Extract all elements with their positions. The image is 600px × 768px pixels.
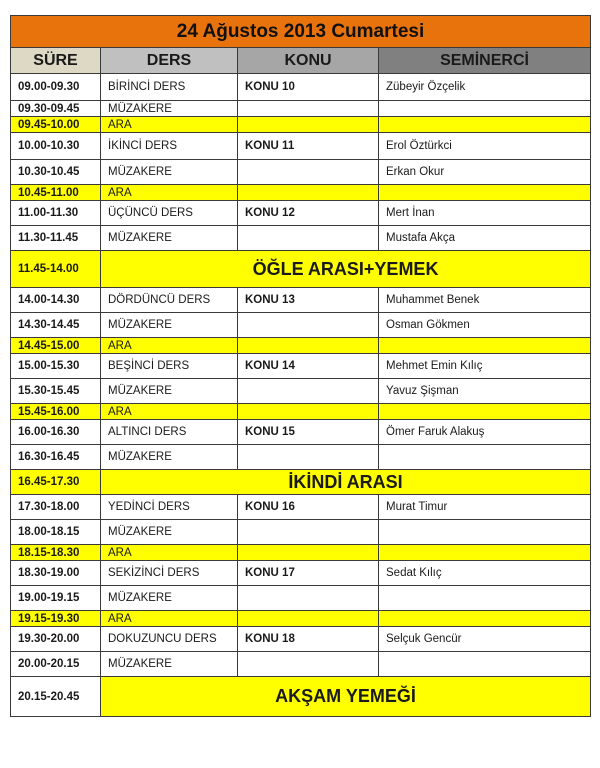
ders-cell: MÜZAKERE bbox=[101, 379, 238, 404]
seminerci-cell bbox=[379, 185, 591, 201]
ders-cell: YEDİNCİ DERS bbox=[101, 495, 238, 520]
seminerci-cell: Osman Gökmen bbox=[379, 313, 591, 338]
konu-cell bbox=[238, 379, 379, 404]
seminerci-cell: Mustafa Akça bbox=[379, 226, 591, 251]
seminerci-cell: Mert İnan bbox=[379, 201, 591, 226]
konu-cell bbox=[238, 545, 379, 561]
break-banner: İKİNDİ ARASI bbox=[101, 470, 591, 495]
konu-cell bbox=[238, 338, 379, 354]
seminerci-cell bbox=[379, 445, 591, 470]
seminerci-cell: Muhammet Benek bbox=[379, 288, 591, 313]
ders-cell: MÜZAKERE bbox=[101, 445, 238, 470]
ders-cell: ÜÇÜNCÜ DERS bbox=[101, 201, 238, 226]
ders-cell: ARA bbox=[101, 338, 238, 354]
seminerci-cell: Selçuk Gencür bbox=[379, 627, 591, 652]
seminerci-cell: Murat Timur bbox=[379, 495, 591, 520]
time-cell: 09.45-10.00 bbox=[11, 117, 101, 133]
seminerci-cell bbox=[379, 545, 591, 561]
konu-cell: KONU 14 bbox=[238, 354, 379, 379]
time-cell: 19.30-20.00 bbox=[11, 627, 101, 652]
break-row bbox=[11, 338, 591, 354]
time-cell: 17.30-18.00 bbox=[11, 495, 101, 520]
konu-cell: KONU 11 bbox=[238, 133, 379, 160]
ders-cell: İKİNCİ DERS bbox=[101, 133, 238, 160]
time-cell: 09.00-09.30 bbox=[11, 74, 101, 101]
time-cell: 15.30-15.45 bbox=[11, 379, 101, 404]
time-cell: 10.45-11.00 bbox=[11, 185, 101, 201]
table-row bbox=[11, 495, 591, 520]
seminerci-cell: Erol Öztürkci bbox=[379, 133, 591, 160]
konu-cell: KONU 17 bbox=[238, 561, 379, 586]
seminerci-cell: Yavuz Şişman bbox=[379, 379, 591, 404]
ders-cell: MÜZAKERE bbox=[101, 652, 238, 677]
ders-cell: MÜZAKERE bbox=[101, 586, 238, 611]
table-row bbox=[11, 288, 591, 313]
lunch-break-row bbox=[11, 251, 591, 288]
ders-cell: ALTINCI DERS bbox=[101, 420, 238, 445]
table-row bbox=[11, 313, 591, 338]
seminerci-cell: Ömer Faruk Alakuş bbox=[379, 420, 591, 445]
time-cell: 18.30-19.00 bbox=[11, 561, 101, 586]
table-row bbox=[11, 133, 591, 160]
break-row bbox=[11, 611, 591, 627]
time-cell: 16.00-16.30 bbox=[11, 420, 101, 445]
ders-cell: MÜZAKERE bbox=[101, 101, 238, 117]
time-cell: 15.45-16.00 bbox=[11, 404, 101, 420]
seminerci-cell bbox=[379, 117, 591, 133]
time-cell: 14.30-14.45 bbox=[11, 313, 101, 338]
table-row bbox=[11, 652, 591, 677]
column-header-sure: SÜRE bbox=[11, 48, 101, 74]
seminerci-cell bbox=[379, 101, 591, 117]
ders-cell: MÜZAKERE bbox=[101, 520, 238, 545]
time-cell: 20.00-20.15 bbox=[11, 652, 101, 677]
time-cell: 11.45-14.00 bbox=[11, 251, 101, 288]
ders-cell: DÖRDÜNCÜ DERS bbox=[101, 288, 238, 313]
break-row bbox=[11, 117, 591, 133]
time-cell: 18.15-18.30 bbox=[11, 545, 101, 561]
table-row bbox=[11, 226, 591, 251]
ders-cell: BİRİNCİ DERS bbox=[101, 74, 238, 101]
title-row bbox=[11, 16, 591, 48]
schedule-title: 24 Ağustos 2013 Cumartesi bbox=[11, 16, 591, 48]
konu-cell bbox=[238, 101, 379, 117]
konu-cell bbox=[238, 520, 379, 545]
konu-cell: KONU 15 bbox=[238, 420, 379, 445]
seminerci-cell bbox=[379, 338, 591, 354]
seminerci-cell: Zübeyir Özçelik bbox=[379, 74, 591, 101]
table-row bbox=[11, 627, 591, 652]
table-row bbox=[11, 354, 591, 379]
seminerci-cell bbox=[379, 404, 591, 420]
time-cell: 19.15-19.30 bbox=[11, 611, 101, 627]
ders-cell: ARA bbox=[101, 611, 238, 627]
ders-cell: ARA bbox=[101, 117, 238, 133]
table-row bbox=[11, 561, 591, 586]
konu-cell bbox=[238, 611, 379, 627]
break-row bbox=[11, 404, 591, 420]
konu-cell bbox=[238, 404, 379, 420]
table-row bbox=[11, 420, 591, 445]
time-cell: 14.45-15.00 bbox=[11, 338, 101, 354]
ders-cell: MÜZAKERE bbox=[101, 226, 238, 251]
konu-cell bbox=[238, 586, 379, 611]
ders-cell: BEŞİNCİ DERS bbox=[101, 354, 238, 379]
seminerci-cell: Erkan Okur bbox=[379, 160, 591, 185]
ders-cell: ARA bbox=[101, 185, 238, 201]
header-row bbox=[11, 48, 591, 74]
seminerci-cell bbox=[379, 652, 591, 677]
column-header-seminerci: SEMİNERCİ bbox=[379, 48, 591, 74]
ders-cell: ARA bbox=[101, 404, 238, 420]
ders-cell: MÜZAKERE bbox=[101, 313, 238, 338]
konu-cell: KONU 18 bbox=[238, 627, 379, 652]
ders-cell: MÜZAKERE bbox=[101, 160, 238, 185]
seminerci-cell: Mehmet Emin Kılıç bbox=[379, 354, 591, 379]
time-cell: 20.15-20.45 bbox=[11, 677, 101, 717]
konu-cell: KONU 16 bbox=[238, 495, 379, 520]
table-row bbox=[11, 201, 591, 226]
konu-cell bbox=[238, 185, 379, 201]
konu-cell: KONU 13 bbox=[238, 288, 379, 313]
konu-cell bbox=[238, 226, 379, 251]
table-row bbox=[11, 379, 591, 404]
afternoon-break-row bbox=[11, 470, 591, 495]
seminerci-cell: Sedat Kılıç bbox=[379, 561, 591, 586]
column-header-ders: DERS bbox=[101, 48, 238, 74]
konu-cell bbox=[238, 117, 379, 133]
time-cell: 16.45-17.30 bbox=[11, 470, 101, 495]
ders-cell: ARA bbox=[101, 545, 238, 561]
break-banner: AKŞAM YEMEĞİ bbox=[101, 677, 591, 717]
konu-cell: KONU 12 bbox=[238, 201, 379, 226]
table-row bbox=[11, 445, 591, 470]
break-banner: ÖĞLE ARASI+YEMEK bbox=[101, 251, 591, 288]
time-cell: 14.00-14.30 bbox=[11, 288, 101, 313]
konu-cell: KONU 10 bbox=[238, 74, 379, 101]
seminerci-cell bbox=[379, 520, 591, 545]
time-cell: 18.00-18.15 bbox=[11, 520, 101, 545]
table-row bbox=[11, 520, 591, 545]
konu-cell bbox=[238, 313, 379, 338]
time-cell: 19.00-19.15 bbox=[11, 586, 101, 611]
schedule-table bbox=[10, 15, 591, 717]
seminerci-cell bbox=[379, 611, 591, 627]
table-row bbox=[11, 101, 591, 117]
break-row bbox=[11, 545, 591, 561]
time-cell: 11.30-11.45 bbox=[11, 226, 101, 251]
time-cell: 09.30-09.45 bbox=[11, 101, 101, 117]
ders-cell: DOKUZUNCU DERS bbox=[101, 627, 238, 652]
konu-cell bbox=[238, 652, 379, 677]
time-cell: 10.30-10.45 bbox=[11, 160, 101, 185]
column-header-konu: KONU bbox=[238, 48, 379, 74]
time-cell: 15.00-15.30 bbox=[11, 354, 101, 379]
time-cell: 11.00-11.30 bbox=[11, 201, 101, 226]
time-cell: 10.00-10.30 bbox=[11, 133, 101, 160]
table-row bbox=[11, 586, 591, 611]
seminerci-cell bbox=[379, 586, 591, 611]
konu-cell bbox=[238, 160, 379, 185]
dinner-break-row bbox=[11, 677, 591, 717]
break-row bbox=[11, 185, 591, 201]
konu-cell bbox=[238, 445, 379, 470]
table-row bbox=[11, 160, 591, 185]
table-row bbox=[11, 74, 591, 101]
ders-cell: SEKİZİNCİ DERS bbox=[101, 561, 238, 586]
time-cell: 16.30-16.45 bbox=[11, 445, 101, 470]
